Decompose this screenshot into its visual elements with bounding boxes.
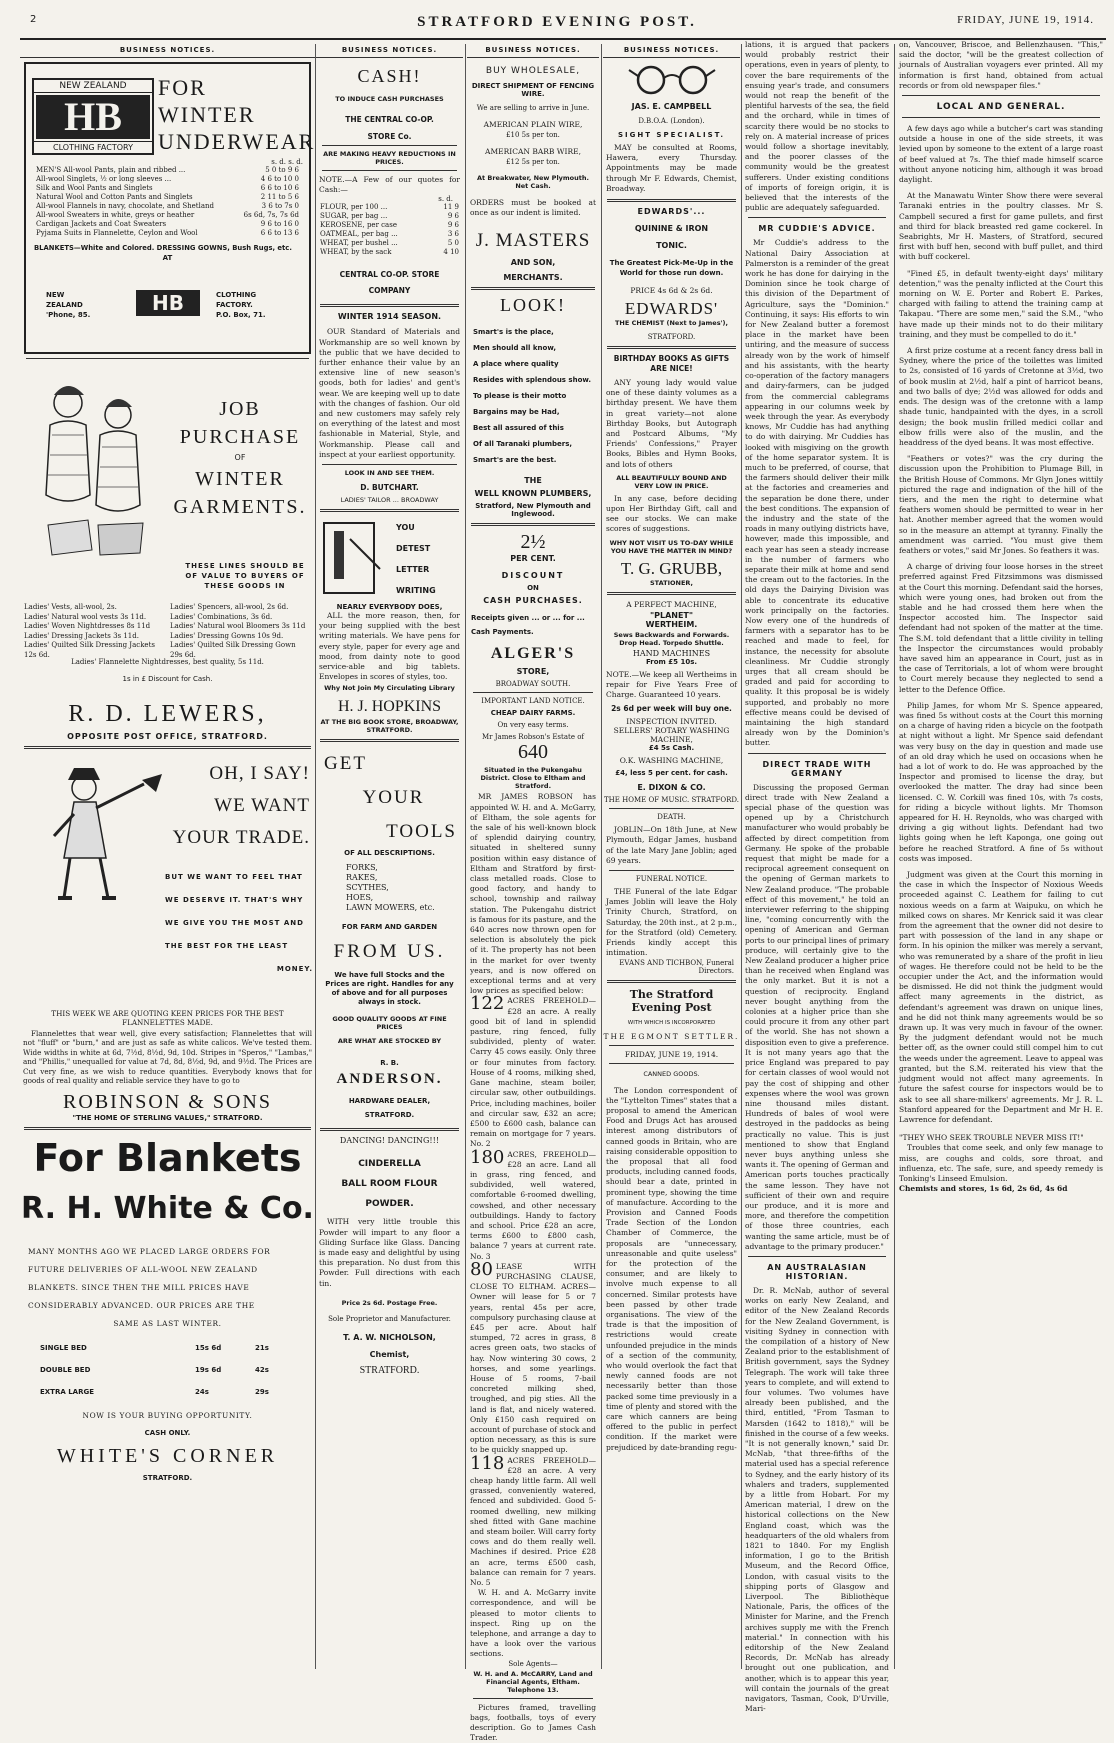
white-corner: WHITE'S CORNER [56, 1445, 279, 1468]
price-row: OATMEAL, per bag ... 3 6 [320, 230, 459, 239]
look-headline: LOOK! [500, 295, 566, 316]
robinson-lines: BUT WE WANT TO FEEL THAT WE DESERVE IT. THAT'S WHY WE GIVE YOU THE MOST AND THE BEST FOR THE LEAST MONEY. [165, 873, 313, 973]
price-row: FLOUR, per 100 ... 11 9 [320, 203, 459, 212]
ballroom: BALL ROOM FLOUR [341, 1179, 438, 1190]
evans: EVANS AND TICHBON, Funeral Directors. [619, 958, 734, 975]
tailor: LADIES' TAILOR ... BROADWAY [340, 496, 439, 505]
price-row: All-wool Flannels in navy, chocolate, and Shetland 3 6 to 7s 0 [36, 202, 299, 210]
town-crier-illustration [24, 758, 174, 908]
job-headline: JOB PURCHASE OF WINTER GARMENTS. [173, 398, 307, 518]
price-row: WHEAT, per bushel ... 5 0 [320, 239, 459, 248]
cash-purchases: CASH PURCHASES. [483, 596, 583, 606]
price-row: Pyjama Suits in Flannelette, Ceylon and Wool 6 6 to 13 6 [36, 229, 299, 237]
historian-continued: on, Vancouver, Briscoe, and Bellenzhausen. "This," said the doctor, "will be the greatest collection of journals of Australian voyagers ever printed. All my information is first hand, obtained from actual records or from old newspaper files." [899, 40, 1103, 90]
masters: J. MASTERS [475, 230, 591, 252]
trouble-head: "THEY WHO SEEK TROUBLE NEVER MISS IT!" [899, 1133, 1084, 1143]
why-not: WHY NOT VISIT US TO-DAY WHILE YOU HAVE THE MATTER IN MIND? [609, 538, 734, 555]
letter-writing-illustration [320, 519, 390, 599]
ydl-words: YOU DETEST LETTER WRITING [396, 523, 436, 596]
ok-machine: O.K. WASHING MACHINE, [619, 756, 724, 766]
birthday-body: ANY young lady would value one of these dainty volumes as a birthday present. We have them in great variety—not alone Birthday Books, but Autograph and Postcard Albums, "My Friends' Confessions," Prayer Books, Bibles and Hymn Books, and lots of others [606, 378, 737, 469]
anderson: ANDERSON. [336, 1071, 443, 1088]
price-header: s. d. s. d. [271, 158, 303, 166]
look-in: LOOK IN AND SEE THEM. [344, 469, 435, 478]
keep-note: NOTE.—We keep all Wertheims in repair for Five Years Free of Charge. Guaranteed 10 years. [606, 669, 737, 700]
central-coop: CENTRAL CO-OP. STORE COMPANY [339, 270, 440, 296]
direct-trade-title: DIRECT TRADE WITH GERMANY [762, 759, 872, 778]
good-quality: GOOD QUALITY GOODS AT FINE PRICES [332, 1015, 447, 1032]
dancing: DANCING! DANCING!!! [339, 1136, 440, 1146]
section-header: BUSINESS NOTICES. [467, 44, 599, 58]
job-list-left: Ladies' Vests, all-wool, 2s. Ladies' Natural wool vests 3s 11d. Ladies' Woven Nightdresses 8s 11d Ladies' Dressing Jackets 3s 11d. Ladies' Quilted Silk Dressing Jackets 12s 6d. [24, 603, 155, 659]
hb-address-right: CLOTHING FACTORY. P.O. Box, 71. [216, 291, 266, 319]
price: Price 2s 6d. Postage Free. [341, 1298, 438, 1307]
price-row: KEROSENE, per case 9 6 [320, 221, 459, 230]
white-name: R. H. White & Co. [21, 1191, 314, 1227]
per-week: 2s 6d per week will buy one. [611, 704, 732, 714]
frames: Pictures framed, travelling bags, footballs, toys of every description. Go to James Cash Trader. [470, 1702, 596, 1743]
hb-clothing-ad [24, 62, 316, 354]
buy-wholesale: BUY WHOLESALE, [485, 66, 581, 76]
merchants: MERCHANTS. [503, 273, 563, 283]
white-body: MANY MONTHS AGO WE PLACED LARGE ORDERS FOR FUTURE DELIVERIES OF ALL-WOOL NEW ZEALAND BLANKETS. SINCE THEN THE MILL PRICES HAVE CONSIDERABLY ADVANCED. OUR PRICES ARE THE SAME AS LAST WINTER. [28, 1247, 271, 1329]
tool-list: FORKS, RAKES, SCYTHES, HOES, LAWN MOWERS, etc. [346, 863, 435, 913]
hb-logo [32, 78, 154, 155]
newspaper-title: STRATFORD EVENING POST. [417, 14, 697, 30]
plain-price: £10 5s per ton. [506, 131, 560, 139]
corset-illustration [28, 375, 158, 565]
section-header: BUSINESS NOTICES. [603, 44, 740, 58]
local-paragraph: At the Manawatu Winter Show there were several Taranaki entries in the poultry classes. Mr S. Campbell secured a first for game pullets, and first and third for black breasted red game cockerel. In Seabrights, Mr H. Masters, of Stratford, secured first with buff hen, second with buff pullet, and third with buff cockerel. [899, 191, 1103, 262]
inspection: INSPECTION INVITED. [626, 717, 717, 727]
sellers: SELLERS' ROTARY WASHING MACHINE, [613, 726, 730, 745]
on: ON [527, 584, 539, 593]
column-3 [467, 44, 599, 1743]
powder-body: WITH very little trouble this Powder will impart to any floor a Gliding Surface like Glass. Dancing is made easy and delightful by using this preparation. No dust from this Powder. Full directions with each tin. [319, 1217, 460, 1288]
winter-body: OUR Standard of Materials and Workmanship are so well known by the public that we have decided to further enhance their value by an extensive line of new season's goods, both for ladies' and gent's wear. We are keeping well up to date with the changes of fashion. Our old and new customers may safely rely on everything of the latest and most fashionable in Material, Style, and Workmanship. Please call and inspect at your earliest opportunity. [319, 327, 460, 459]
coop-store: STORE Co. [367, 132, 412, 141]
butchart: D. BUTCHART. [360, 483, 419, 493]
robinson-body: Flannelettes that wear well, give every satisfaction; Flannelettes that will not "fluff" or "burn," and are just as safe as white calicos. We've tested them. Wide widths in white at 6d, 7½d, 8½d, 9d, 10d. Stripes in "Speros," "Lambas," and "Phillis," unequalled for value at 7d, 8d, 8½d, 9d, and 9½d. The Prices are Cut very fine, as we wish to reduce quantities. Everybody knows that for goods of real quality and reliable service they have to go to [23, 1029, 312, 1086]
hb-headline [158, 74, 315, 155]
column-1 [20, 44, 315, 1669]
price-row: All-wool Sweaters in white, greys or heather 6s 6d, 7s, 7s 6d [36, 211, 299, 219]
dboa: D.B.O.A. (London). [638, 117, 705, 125]
chemist: Chemist, [369, 1349, 410, 1359]
leader-date: FRIDAY, JUNE 19, 1914. [624, 1049, 719, 1059]
stock-line: We have full Stocks and the Prices are right. Handles for any of above and for all purposes always in stock. [325, 971, 454, 1007]
discount: DISCOUNT [501, 571, 565, 581]
making-line: ARE MAKING HEAVY REDUCTIONS IN PRICES. [323, 150, 456, 166]
robinson-week: THIS WEEK WE ARE QUOTING KEEN PRICES FOR THE BEST FLANNELETTES MADE. [51, 1009, 284, 1027]
barb-price: £12 5s per ton. [506, 158, 560, 166]
tonic-price: PRICE 4s 6d & 2s 6d. [630, 286, 713, 296]
lewers-address: OPPOSITE POST OFFICE, STRATFORD. [67, 732, 268, 741]
hopkins-sub: AT THE BIG BOOK STORE, BROADWAY, STRATFORD. [320, 718, 459, 735]
tonic: TONIC. [656, 241, 687, 251]
powder: POWDER. [365, 1199, 414, 1210]
rb: R. B. [380, 1059, 399, 1068]
job-flannelette: Ladies' Flannelette Nightdresses, best quality, 5s 11d. [71, 658, 264, 666]
note-line: NOTE.—A Few of our quotes for Cash:— [319, 175, 460, 195]
hopkins: H. J. HOPKINS [337, 698, 442, 716]
pct: 2½ [520, 531, 546, 554]
desc: OF ALL DESCRIPTIONS. [344, 849, 435, 858]
per-cent: PER CENT. [510, 554, 556, 564]
robinson-ad [20, 754, 315, 1009]
egmont-settler: THE EGMONT SETTLER. [603, 1031, 740, 1041]
local-paragraph: A charge of driving four loose horses in the street preferred against Fred Fitzsimmons was dismissed at the Court this morning. Defendant said the horses, which were young ones, had broken out from the stable and he had crossed them here when the Inspector accosted him. The Inspector said defendant had not spoken of the matter at the time. The S.M. told defendant that a little civility in telling the Inspector the circumstances would probably have saved him an appearance in Court, just as in the case of Territorials, a lot of whom were brought to Court merely because they neglected to send a letter to the Defence Office. [899, 562, 1103, 694]
coop-name: THE CENTRAL CO-OP. [345, 115, 434, 124]
land-notice: IMPORTANT LAND NOTICE. [481, 697, 585, 706]
chemists-line: Chemists and stores, 1s 6d, 2s 6d, 4s 6d [899, 1184, 1068, 1194]
canned-continued: lations, it is argued that packers would probably restrict their operations, even in years of plenty, to cover the bare requirements of the ensuing year's trade, and consumers would not reap the benefit of the plentiful harvests of the sea, the field and the orchard, while in times of scarcity there would be no stocks to rely on. A material increase of prices would follow a shortage inevitably, and the poorer classes of the community would be the greatest sufferers. Under existing conditions of imports of foreign origin, it is believed that the interests of the public are adequately safeguarded. [745, 40, 889, 213]
price-row: WHEAT, by the sack 4 10 [320, 248, 459, 257]
robson: Mr James Robson's Estate of [481, 733, 584, 742]
cuddie-title: MR CUDDIE'S ADVICE. [758, 224, 876, 234]
blankets-line: BLANKETS—White and Colored. DRESSING GOWNS, Bush Rugs, etc. [34, 244, 292, 252]
cinderella: CINDERELLA [358, 1159, 421, 1170]
masters-son: AND SON, [510, 258, 556, 268]
funeral-body: THE Funeral of the late Edgar James Joblin will leave the Holy Trinity Church, Stratford, on Saturday, the 20th inst., at 2 p.m., for the Stratford (old) Cemetery. Friends kindly accept this intimation. [606, 887, 737, 958]
alger-store: STORE, [516, 667, 550, 677]
nearly-body: ALL the more reason, then, for your being supplied with the best writing materials. We have pens for every style, paper for every age and mood, from dainty note to good service-able and big tablets. Envelopes in scores of styles, too. [319, 611, 460, 682]
receipts: Receipts given ... or ... for ... Cash Payments. [471, 614, 585, 637]
look-acrostic: Smart's is the place, Men should all know, A place where quality Resides with splendous show. To please is their motto Bargains may be Had, Best all assured of this Of all Taranaki plumbers, Smart's are the best. [473, 328, 592, 465]
job-list-right: Ladies' Spencers, all-wool, 2s 6d. Ladies' Combinations, 3s 6d. Ladies' Natural wool Bloomers 3s 11d Ladies' Dressing Gowns 10s 9d. Ladies' Quilted Silk Dressing Gown 29s 6d. [170, 603, 306, 659]
cash-sub: TO INDUCE CASH PURCHASES [335, 95, 444, 103]
the: THE [524, 476, 542, 486]
edwards-q: EDWARDS'... [637, 207, 706, 217]
lot: 80 LEASE WITH PURCHASING CLAUSE, CLOSE TO ELTHAM. ACRES—Owner will lease for 5 or 7 years, rental 45s per acre, compulsory purchasing clause at £45 per acre. About half stumped, 72 acres in grass, 8 acres green oats, two stacks of hay. Now wintering 30 cows, 2 horses, and some yearlings. House of 5 rooms, 7-bail concreted milking shed, troughed, and pig sties. All the land is flat, and nicely watered. Only £150 cash required on account of purchase of stock and option necessary, as this is sure to be quickly snapped up. [470, 1258, 596, 1455]
stocked-by: ARE WHAT ARE STOCKED BY [337, 1037, 442, 1046]
stratford: STRATFORD. [647, 333, 696, 342]
beautifully-bound: ALL BEAUTIFULLY BOUND AND VERY LOW IN PRICE. [616, 473, 727, 490]
local-paragraph: Judgment was given at the Court this morning in the case in which the Inspector of Noxious Weeds proceeded against C. Leathem for failing to cut noxious weeds on a farm at Waipuku, on which he milked cows on shares. Mr Kenrick said it was clear from the agreement that the owner did not desire to part with possession of the land in any shape or form. In his opinion the milker was merely a servant, who was remunerated by a share of the profit in lieu of wages. He therefore could not be held to be the occupier under the Act, and the information would be dismissed. He did not think the judgment would affect many agreements in the district, as defendant's agreement was drawn on unique lines, and he did not think many agreements would be so drawn up. It was very much in favour of the owner. By the judgment defendant would not be much better off, as the owner could still compel him to cut the weeds under the agreement. Leave to appeal was granted, but the S.M. reiterated his view that the judgment would not affect many agreements. In future the safest course for inspectors would be to ask to see all share-milkers' agreements. Mr J. R. L. Stanford appeared for the Department and Mr H. E. Lawrence for defendant. [899, 870, 1103, 1124]
white-town: STRATFORD. [142, 1474, 193, 1483]
column-rule [465, 44, 466, 1669]
edwards-chemist: THE CHEMIST (Next to James'), [615, 319, 728, 328]
planet: "PLANET" [649, 610, 694, 620]
headline-line: FOR [158, 75, 207, 100]
lewers-name: R. D. LEWERS, [68, 701, 267, 727]
column-5 [742, 40, 892, 1714]
acres-640: 640 [518, 741, 548, 764]
breakwater: At Breakwater, New Plymouth. Net Cash. [477, 174, 589, 190]
price-row: Cardigan Jackets and Coat Sweaters 9 6 to 16 0 [36, 220, 299, 228]
cheap-farms: CHEAP DAIRY FARMS. [490, 709, 576, 718]
dixon: E. DIXON & CO. [637, 783, 706, 793]
lot: 122 ACRES FREEHOLD—£28 an acre. A really good bit of land in splendid pasture, ring fenced, fully subdivided, plenty of water. Carry 45 cows easily. Only three or four minutes from factory. House of 4 rooms, milking shed, Gane machine, steam boiler, circular saw, other outbuildings. Price, including machines, boiler and circular saw, £32 an acre; £500 to £600 cash, balance can remain on mortgage for 7 years. No. 2 [470, 993, 596, 1149]
lot: 180 ACRES, FREEHOLD—£28 an acre. Land all in grass, ring fenced, and subdivided, well watered, comfortable 6-roomed dwelling, cowshed, and other necessary outbuildings. Handy to factory and school. Price £28 an acre, terms £600 to £800 cash, balance 7 years at current rate. No. 3 [470, 1146, 596, 1261]
white-cash: CASH ONLY. [144, 1429, 191, 1438]
price-row: SUGAR, per bag ... 9 6 [320, 212, 459, 221]
local-paragraph: A first prize costume at a recent fancy dress ball in Sydney, where the price of the toilettes was limited to 2s, consisted of 16 yards of Cretonne at 3½d, two of book muslin at 2½d, half a pint of harricot beans, and two balls of dye; 2½d was allowed for odds and ends. The design was of the cretonne with a lamp shade tunic, handpainted with the dyes, in a scroll design; the book muslin frilled medici collar and elbow frills were also of the muslin, and the headdress of the dyed beans. It was most effective. [899, 346, 1103, 447]
from-us: FROM US. [333, 941, 446, 963]
cash-head: CASH! [357, 66, 422, 86]
barb-wire: AMERICAN BARB WIRE, [485, 147, 581, 156]
local-paragraph: "Fined £5, in default twenty-eight days' military detention," was the penalty inflicted at the Court this morning on W. E. Porter and Robert E. Parkes, charged with failing to attend the training camp at Takapau. "There are some men," said the S.M., "who have made up their minds not to do their military training, and they must be compelled to do it." [899, 268, 1103, 339]
funeral-head: FUNERAL NOTICE. [635, 875, 708, 884]
hardware: HARDWARE DEALER, STRATFORD. [348, 1097, 431, 1120]
incorporated: WITH WHICH IS INCORPORATED [627, 1019, 716, 1026]
campbell-body: MAY be consulted at Rooms, Hawera, every Thursday. Appointments may be made through Mr F. Edwards, Chemist, Broadway. [606, 143, 737, 193]
job-discount: 1s in £ Discount for Cash. [122, 675, 213, 683]
mcgarry: W. H. and A. McGarry invite correspondence, and will be pleased to motor clients to inspect. Ring up on the telephone, and arrange a day to have a look over the various sections. [470, 1588, 596, 1659]
in-any-case: In any case, before deciding upon Her Birthday Gift, call and see our stocks. We can make scores of suggestions. [606, 493, 737, 534]
home-music: THE HOME OF MUSIC. STRATFORD. [604, 796, 739, 805]
headline-line: WINTER [158, 102, 256, 127]
campbell: JAS. E. CAMPBELL [631, 102, 712, 111]
grubb: T. G. GRUBB, [620, 558, 723, 578]
hb-small-logo: HB [136, 290, 200, 316]
sole-agents: Sole Agents— [508, 1659, 558, 1668]
white-now: NOW IS YOUR BUYING OPPORTUNITY. [82, 1411, 253, 1421]
price-row: All-wool Singlets, ½ or long sleeves ... 4 6 to 10 0 [36, 175, 299, 183]
birthday-books: BIRTHDAY BOOKS AS GIFTS ARE NICE! [613, 354, 730, 374]
paper-title: The Stratford Evening Post [629, 987, 714, 1014]
farm-garden: FOR FARM AND GARDEN [341, 923, 438, 932]
sews: Sews Backwards and Forwards. Drop Head. Torpedo Shuttle. [613, 630, 730, 647]
local-paragraph: Philip James, for whom Mr S. Spence appeared, was fined 5s without costs at the Court this morning on a charge of having riden a bicycle on the footpath at night without a light. Mr Spence said defendant was very busy on the day in question and made use of an old dray which he used on occasions when he had a lot of work to do. He was approached by the Inspector and promised to license the dray, but overlooked the matter. The dray had since been licensed. C. W. Corkill was fined 10s, with 7s costs, for riding a bicycle without lights. Mr Thomson appeared for H. H. Reynolds, who was charged with driving a gig without lights. Defendant had two lights going when he left Kaponga, one going out before he reached Stratford. A fine of 5s without costs was imposed. [899, 700, 1103, 863]
sight-specialist: SIGHT SPECIALIST. [617, 131, 726, 139]
column-2 [316, 44, 463, 1669]
from-price: From £5 10s. [645, 657, 698, 666]
robinson-name: ROBINSON & SONS [63, 1091, 272, 1114]
greatest: The Greatest Pick-Me-Up in the World for those run down. [609, 259, 734, 278]
section-header: BUSINESS NOTICES. [316, 44, 463, 58]
nearly: NEARLY EVERYBODY DOES, [336, 603, 443, 612]
price-row: MEN'S All-wool Pants, plain and ribbed ... 5 0 to 9 6 [36, 166, 299, 174]
ok-price: £4, less 5 per cent. for cash. [615, 769, 728, 778]
issue-date: FRIDAY, JUNE 19, 1914. [957, 14, 1094, 26]
column-4 [603, 44, 740, 1669]
sd-header: s. d. [438, 195, 453, 204]
winter-season: WINTER 1914 SEASON. [337, 312, 442, 322]
sole-proprietor: Sole Proprietor and Manufacturer. [328, 1314, 451, 1323]
masthead [0, 0, 1114, 38]
perfect-machine: A PERFECT MACHINE, [626, 599, 717, 609]
nicholson: T. A. W. NICHOLSON, [343, 1332, 436, 1342]
column-rule [894, 44, 895, 1669]
sellers-price: £4 5s Cash. [648, 744, 695, 753]
page-number: 2 [30, 14, 41, 25]
logo-mark: HB [36, 95, 150, 139]
plumbers: WELL KNOWN PLUMBERS, [474, 489, 592, 499]
edwards: EDWARDS' [624, 299, 719, 319]
selling: We are selling to arrive in June. [476, 104, 590, 112]
price-row: Silk and Wool Pants and Singlets 6 6 to 10 6 [36, 184, 299, 192]
agents: W. H. and A. McCARRY, Land and Financial Agents, Eltham. Telephone 13. [473, 1669, 593, 1694]
local-general-title: LOCAL AND GENERAL. [936, 102, 1066, 113]
job-sub: THESE LINES SHOULD BE OF VALUE TO BUYERS OF THESE GOODS IN [185, 562, 305, 590]
section-header: BUSINESS NOTICES. [20, 44, 315, 58]
stationer: STATIONER, [650, 578, 693, 587]
white-headline: For Blankets [33, 1136, 302, 1181]
robinson-tag: "THE HOME OF STERLING VALUES," STRATFORD. [72, 1114, 263, 1123]
land-body: MR JAMES ROBSON has appointed W. H. and A. McGarry, of Eltham, the sole agents for the sale of his well-known block of splendid dairying country, situated in sheltered sunny position within easy distance of Eltham and Stratford by first-class metalled roads. Close to good factory, and handy to school, township and railway station. The Pukengahu district is famous for its pasture, and the 640 acres now thrown open for selection is absolutely the pick of it. The property has not been in the market for over twenty years, and is now offered on exceptional terms and at very low prices as specified below: [470, 792, 597, 996]
hb-address-left: NEW ZEALAND 'Phone, 85. [46, 291, 91, 319]
hb-price-list [32, 158, 303, 262]
historian-body: Dr. R. McNab, author of several works on early New Zealand, and editor of the New Zealand Records for the New Zealand Government, is visiting Sydney in connection with the compilation of a history of New Zealand prior to the establishment of British government, says the Sydney Telegraph. The work will take three years to complete, and will extend to four volumes. Two volumes have already been published, and the third, entitled, "From Tasman to Marsden (1642 to 1818)," will be finished in the course of a few weeks. "It is not generally known," said Dr. McNab, "that three-fifths of the material used has a special reference to Sydney, and the early history of its whalers and traders, supplemented by a little from Hobart. For my American material, I drew on the historical collections on the New England coast, which was the headquarters of the old whalers from 1821 to 1840. For my English information, I go to the British Museum, and the Record Office, London, with casual visits to the shipping ports of Glasgow and Liverpool. The Bibliothèque Nationale, Paris, the offices of the Minister for Marine, and the French archives supply me with the French material." In connection with his editorship of the New Zealand Records, Dr. McNab has already brought out one publication, and another, which is to appear this year, will contain the journals of the great navigators, Tasman, Cook, D'Urville, Mari- [745, 1285, 889, 1714]
wertheim: WERTHEIM. [645, 619, 698, 629]
town: STRATFORD. [359, 1364, 420, 1376]
library: Why Not Join My Circulating Library [324, 684, 455, 693]
death-head: DEATH. [657, 813, 686, 822]
broadway-south: BROADWAY SOUTH. [495, 680, 571, 689]
hand-machines: HAND MACHINES [632, 648, 711, 658]
alger: ALGER'S [490, 645, 576, 663]
spectacles-icon [627, 62, 717, 98]
quinine: QUININE & IRON [634, 224, 709, 234]
lot: 118 ACRES FREEHOLD—£28 an acre. A very cheap handy little farm. All well grassed, conveniently watered, fenced and subdivided. Good 5-roomed dwelling, new milking shed fitted with Gane machine and steam boiler. Will carry forty cows and do them really well. Machines if desired. Price £28 an acre, terms £500 cash, balance can remain for 7 years. No. 5 [470, 1452, 596, 1588]
cuddie-body: Mr Cuddie's address to the National Dairy Association at Palmerston is a reminder of the great work he has done for dairying in the Dominion since he took charge of this division of the Department of Agriculture, says the "Dominion." Continuing, it says: His efforts to win for New Zealand butter a foremost place in the market have been untiring, and the measure of success already won by the work of himself and his assistants, with the hearty co-operation of the factory managers and dairy-farmers, can be judged from the commercial cablegrams appearing in our columns week by week through the year. As everybody knows, Mr Cuddie has had anything to do with dairying. Mr Cuddies has looked with misgiving on the growth of the home separator system. It is much to be preferred, of course, that the farmers should deliver their milk at the factories and creameries and the separation be done there, under the best conditions. The expansion of the industry and the state of the roads in many outlying districts have, however, made this impossible, and each year has seen a steady increase in the number of farmers who separate their milk at home and send the cream out to the factories. In the old days the Dairying Division was able to concentrate its educative work principally on the factories. Now every one of the hundreds of farmers with a separator has to be reached and made to feel, for instance, the necessity for absolute cleanliness. Mr Cuddie strongly urges that all cream should be graded and paid for according to quality. It this proposal be is widely supported, and probably no more effective means could be devised of maintaining the high standard already won by the Dominion's butter. [745, 238, 889, 748]
column-rule [601, 44, 602, 1669]
local-paragraph: "Feathers or votes?" was the cry during the discussion upon the Prohibition to Plumage Bill, in the British House of Commons. Mr Glyn Jones wittily pictured the rage and indignation of the hill of the tiers, and the men the right to determine what feathers women should be permitted to wear in her hat. Another member agreed that the women would so in the measure an attempt at tyranny. Finally the amendment was carried. "You must give them feathers or votes," said Mr Jones. So feathers it was. [899, 454, 1103, 555]
trouble-body: Troubles that come seek, and only few manage to miss, are coughs and colds, sore throat, and influenza, etc. The safe, sure, and speedy remedy is Tonking's Linseed Emulsion. [899, 1143, 1103, 1183]
column-6 [896, 40, 1106, 1665]
orders: ORDERS must be booked at once as our indent is limited. [470, 198, 596, 218]
logo-bottom: CLOTHING FACTORY [34, 141, 152, 153]
plumbers-addr: Stratford, New Plymouth and Inglewood. [475, 502, 591, 519]
white-prices: SINGLE BED 15s 6d 21s DOUBLE BED 19s 6d 42s EXTRA LARGE 24s 29s [40, 1344, 269, 1397]
canned-body: The London correspondent of the "Lyttelton Times" states that a proposal to amend the American Food and Drugs Act has aroused interest among distributors of canned goods in Britain, who are raising considerable opposition to the proposal that all food products, including canned foods, should bear a date, printed in prominent type, showing the time of manufacture. According to the Provision and Canned Foods Trade Section of the London Chamber of Commerce, the proposals are "unnecessary, unreasonable and quite useless" for the protection of the consumer, and are likely to involve much expense to all concerned. Similar protests have been passed by other trade organisations. The view of the trade is that the imposition of restrictions would create unfounded prejudice in the minds of a section of the community, who would overlook the fact that newly canned foods are not necessarily better than those packed some time previously in a time of plenty and stored with the care which canners are being offered to the public in perfect condition. If the market were prejudiced by date-branding regu- [606, 1085, 737, 1452]
job-purchase-ad [20, 365, 315, 705]
canned-goods: CANNED GOODS. [643, 1069, 700, 1078]
situated: Situated in the Pukengahu District. Close to Eltham and Stratford. [480, 766, 586, 791]
easy-terms: On very easy terms. [497, 721, 569, 730]
death-body: JOBLIN—On 18th June, at New Plymouth, Edgar James, husband of the late Mary Jane Joblin; aged 69 years. [606, 825, 737, 865]
tools-headline: GET YOUR TOOLS [324, 753, 457, 843]
letter-writing-block [316, 517, 463, 603]
direct-shipment: DIRECT SHIPMENT OF FENCING WIRE. [471, 82, 595, 98]
historian-title: AN AUSTRALASIAN HISTORIAN. [767, 1262, 867, 1281]
headline-line: UNDERWEAR [158, 129, 316, 154]
local-paragraph: A few days ago while a butcher's cart was standing outside a house in one of the side streets, it was levied upon by someone to the extent of a large roast of beef valued at 7s. The thief made himself scarce without anyone noticing him, although it was broad daylight. [899, 124, 1103, 185]
at-line: AT [162, 254, 173, 262]
robinson-headline: OH, I SAY! WE WANT YOUR TRADE. [172, 763, 310, 848]
plain-wire: AMERICAN PLAIN WIRE, [483, 120, 583, 129]
direct-trade-body: Discussing the proposed German direct trade with New Zealand a special phase of the question was opened up by a Christchurch manufacturer who would probably be affected by direct competition from Germany. He spoke of the probable request that might be made for a reciprocal agreement consequent on the opening of German markets to New Zealand produce. "The probable effect of this movement," he told an interviewer referring to the shipping line, "coming concurrently with the opening of American and German ports to our principal lines of primary produce, will certainly give to the New Zealand producer a higher price than he received when England was the only market. But it is not a question of reciprocity. England never bought anything from the colonies at a higher price than she could procure it from any other part of the world. She has not shown a disposition even to give a preference. It is not many years ago that the price England was prepared to pay for certain classes of wool would not pay the cost of shipping and other expenses where the wool was grown nine thousand miles distant. Hundreds of bales of wool were destroyed in the paddocks as being practically no value. This is just mentioned to show that England never buys anything unless she wants it. The opening of German and American ports touches practically the same lesson. They have not sufficient of their own and require our produce, and it is more and more, and therefore the competition of those three countries, each wanting the same article, must be of advantage to the primary producer." [745, 782, 889, 1251]
logo-top: NEW ZEALAND [34, 80, 152, 93]
price-row: Natural Wool and Cotton Pants and Singlets 2 11 to 5 6 [36, 193, 299, 201]
